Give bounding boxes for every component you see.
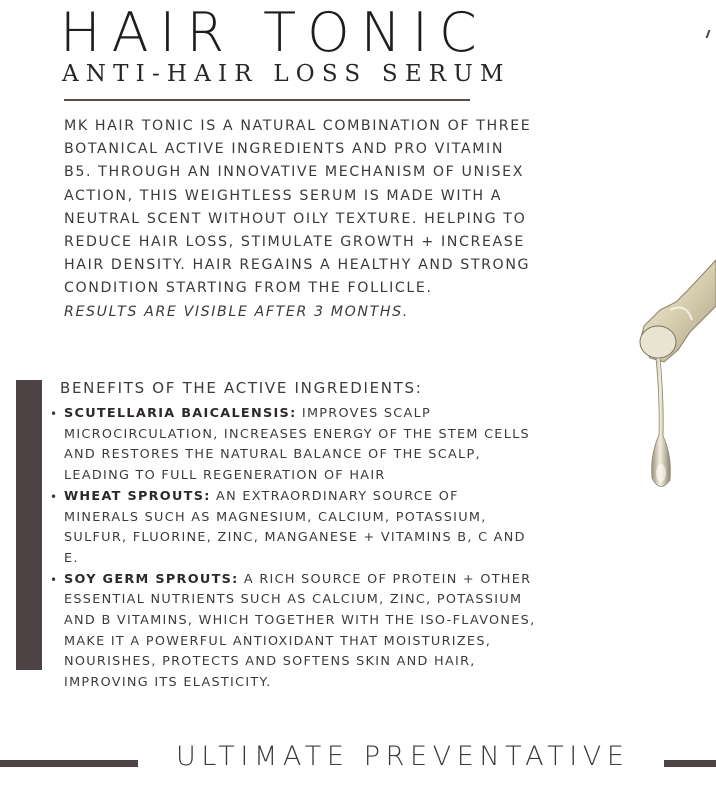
bullet-icon: •: [50, 572, 59, 587]
intro-paragraph: [64, 115, 534, 324]
page-subtitle: ANTI-HAIR LOSS SERUM: [62, 61, 511, 87]
benefit-name: WHEAT SPROUTS:: [64, 488, 211, 504]
edge-mark: [706, 30, 716, 38]
benefit-name: SOY GERM SPROUTS:: [64, 571, 239, 587]
accent-side-bar: [16, 380, 42, 670]
results-note: RESULTS ARE VISIBLE AFTER 3 MONTHS.: [64, 303, 409, 320]
intro-text: MK HAIR TONIC IS A NATURAL COMBINATION OF THREE BOTANICAL ACTIVE INGREDIENTS AND PRO VITAMIN B5. THROUGH AN INNOVATIVE MECHANISM OF UNISEX ACTION, THIS WEIGHTLESS SERUM IS MADE WITH A NEUTRAL SCENT WITHOUT OILY TEXTURE. HELPING TO REDUCE HAIR LOSS, STIMULATE GROWTH + INCREASE HAIR DENSITY. HAIR REGAINS A HEALTHY AND STRONG CONDITION STARTING FROM THE FOLLICLE.: [64, 118, 532, 297]
benefit-text: IMPROVES SCALP MICROCIRCULATION, INCREASES ENERGY OF THE STEM CELLS AND RESTORES THE NATURAL BALANCE OF THE SCALP, LEADING TO FULL REGENERATION OF HAIR: [64, 406, 530, 484]
bullet-icon: •: [50, 489, 59, 504]
footer-line-left: [0, 760, 138, 767]
footer-line-right: [664, 760, 716, 767]
page-title: HAIR TONIC: [60, 1, 488, 64]
serum-dropper-icon: [630, 250, 716, 500]
benefit-item: [48, 404, 538, 487]
benefit-name: SCUTELLARIA BAICALENSIS:: [64, 406, 297, 421]
benefits-list: [48, 404, 538, 694]
serum-dropper-graphic: [630, 250, 716, 500]
bullet-icon: •: [50, 407, 59, 421]
footer-tagline: ULTIMATE PREVENTATIVE: [176, 741, 630, 772]
benefit-item: [48, 570, 538, 694]
benefit-text: AN EXTRAORDINARY SOURCE OF MINERALS SUCH AS MAGNESIUM, CALCIUM, POTASSIUM, SULFUR, FLUORINE, ZINC, MANGANESE + VITAMINS B, C AND E.: [64, 488, 526, 566]
benefit-item: [48, 487, 538, 570]
benefits-heading: BENEFITS OF THE ACTIVE INGREDIENTS:: [60, 379, 423, 397]
title-divider: [64, 99, 470, 101]
benefit-text: A RICH SOURCE OF PROTEIN + OTHER ESSENTIAL NUTRIENTS SUCH AS CALCIUM, ZINC, POTASSIUM AND B VITAMINS, WHICH TOGETHER WITH THE ISO-FLAVONES, MAKE IT A POWERFUL ANTIOXIDANT THAT MOISTURIZES, NOURISHES, PROTECTS AND SOFTENS SKIN AND HAIR, IMPROVING ITS ELASTICITY.: [64, 571, 536, 691]
